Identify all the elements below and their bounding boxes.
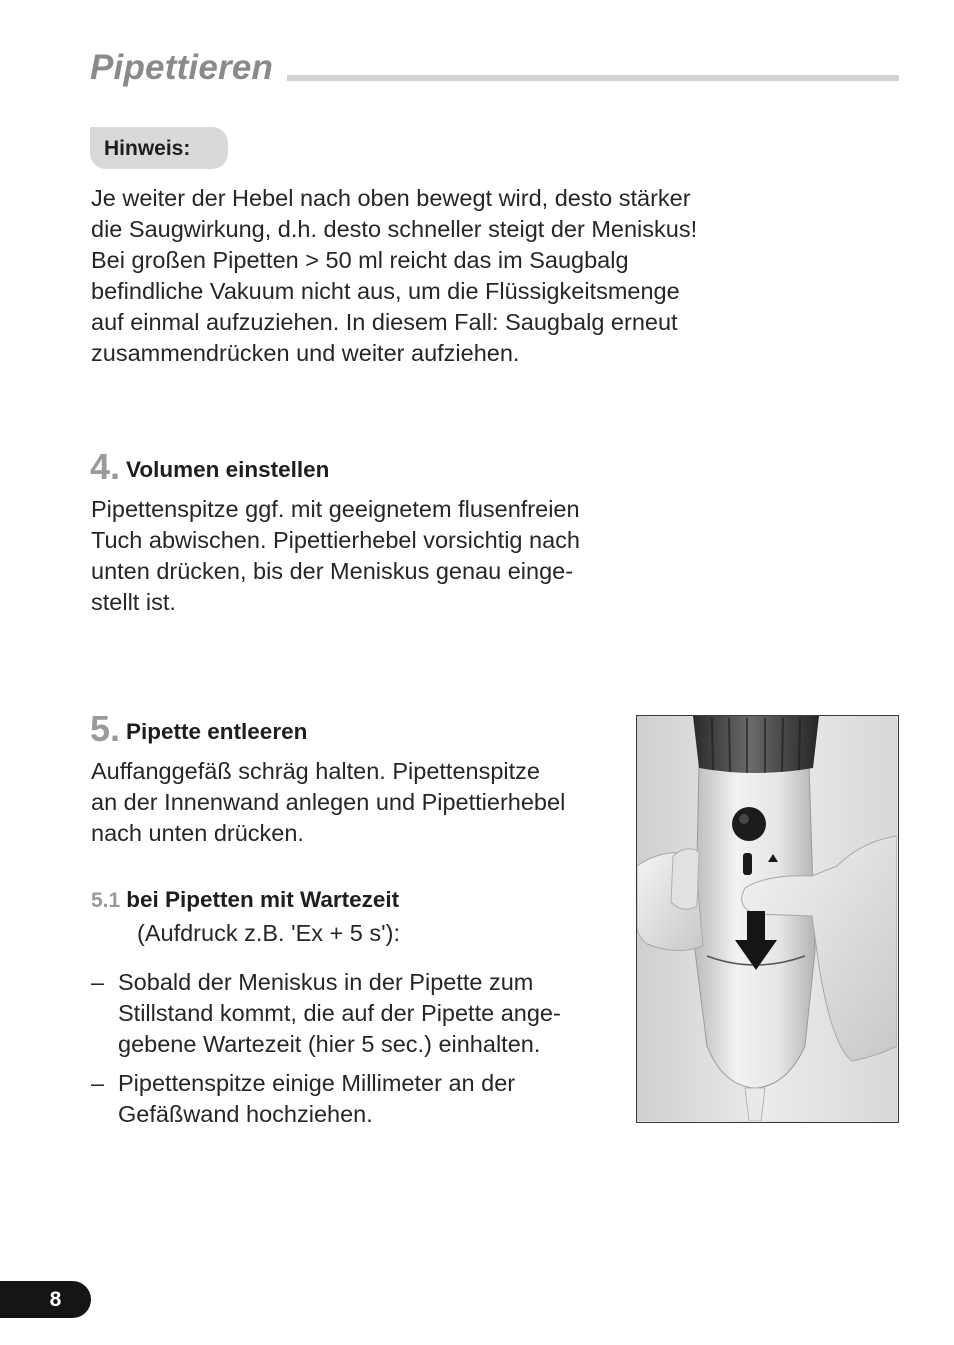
pipette-illustration	[637, 716, 897, 1121]
page-title: Pipettieren	[90, 48, 274, 87]
pipette-hand-photo	[636, 715, 899, 1123]
note-text	[91, 183, 697, 369]
page-number: 8	[0, 1281, 91, 1318]
lever-slot	[743, 853, 752, 875]
step5-line: an der Innenwand anlegen und Pipettierhebel	[91, 789, 566, 815]
step5-1-title: bei Pipetten mit Wartezeit	[126, 887, 400, 912]
note-line: auf einmal aufzuziehen. In diesem Fall: Saugbalg erneut	[91, 309, 678, 335]
step4-heading	[90, 446, 329, 488]
step4-number: 4.	[90, 446, 121, 487]
step4-text	[91, 494, 580, 618]
bullet-dash: –	[91, 1070, 105, 1096]
step5-1-heading	[91, 887, 399, 913]
note-line: Je weiter der Hebel nach oben bewegt wird, desto stärker	[91, 185, 691, 211]
bullet-line: Gefäßwand hochziehen.	[118, 1101, 373, 1127]
bullet-line: Stillstand kommt, die auf der Pipette ange-	[118, 1000, 561, 1026]
step4-line: unten drücken, bis der Meniskus genau einge-	[91, 558, 574, 584]
step4-line: stellt ist.	[91, 589, 176, 615]
pipette-button	[732, 807, 766, 841]
step4-line: Pipettenspitze ggf. mit geeignetem flusenfreien	[91, 496, 580, 522]
step4-title: Volumen einstellen	[126, 457, 330, 482]
bullet-line: gebene Wartezeit (hier 5 sec.) einhalten.	[118, 1031, 541, 1057]
note-line: Bei großen Pipetten > 50 ml reicht das im Saugbalg	[91, 247, 629, 273]
bullet-item	[91, 967, 561, 1060]
step5-line: nach unten drücken.	[91, 820, 304, 846]
note-line: zusammendrücken und weiter aufziehen.	[91, 340, 520, 366]
note-label: Hinweis:	[90, 127, 228, 169]
bullet-line: Sobald der Meniskus in der Pipette zum	[118, 969, 534, 995]
step5-1-note: (Aufdruck z.B. 'Ex + 5 s'):	[137, 920, 400, 946]
bullet-dash: –	[91, 969, 105, 995]
title-rule	[287, 75, 899, 81]
glove-finger	[671, 849, 699, 909]
bullet-line: Pipettenspitze einige Millimeter an der	[118, 1070, 516, 1096]
step5-heading	[90, 708, 307, 750]
note-line: befindliche Vakuum nicht aus, um die Flüssigkeitsmenge	[91, 278, 680, 304]
step4-line: Tuch abwischen. Pipettierhebel vorsichtig nach	[91, 527, 580, 553]
button-highlight	[739, 814, 749, 824]
step5-number: 5.	[90, 708, 121, 749]
step5-title: Pipette entleeren	[126, 719, 308, 744]
step5-text	[91, 756, 565, 849]
step5-1-number: 5.1	[91, 889, 121, 912]
bullet-item	[91, 1068, 515, 1130]
pipette-tip	[745, 1088, 765, 1121]
note-line: die Saugwirkung, d.h. desto schneller steigt der Meniskus!	[91, 216, 698, 242]
step5-line: Auffanggefäß schräg halten. Pipettenspitze	[91, 758, 540, 784]
